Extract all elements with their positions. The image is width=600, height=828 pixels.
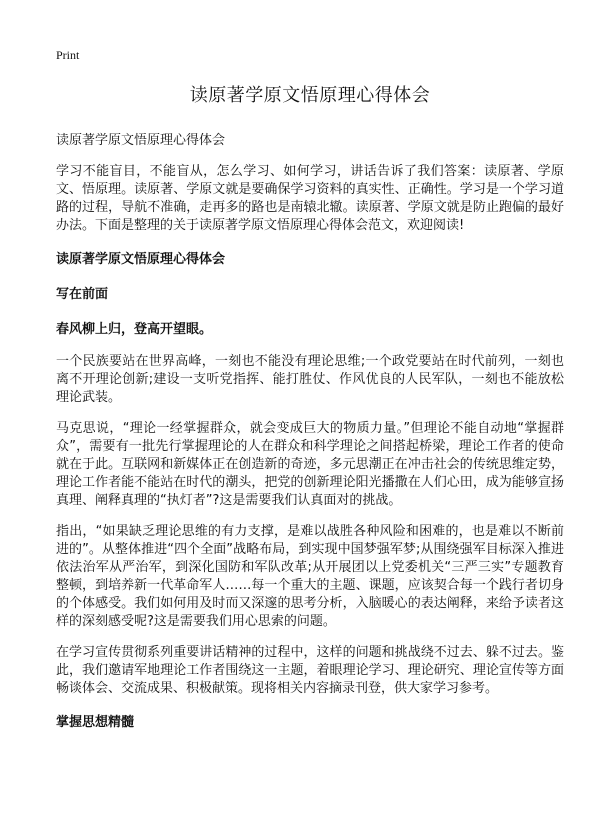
section-title: 读原著学原文悟原理心得体会 [56, 252, 226, 267]
body-paragraph: 指出，“如果缺乏理论思维的有力支撑，是难以战胜各种风险和困难的，也是难以不断前进的”。从整体推进“四个全面”战略布局，到实现中国梦强军梦;从围绕强军目标深入推进依法治军从严治军，到深化国防和军队改革;从开展团以上党委机关“三严三实”专题教育整顿，到培养新一代革命军人……每一个重大的主题、课题，应该契合每一个践行者切身的个体感受。我们如何用及时而又深邃的思考分析，入脑暖心的表达阐释，来给予读者这样的深刻感受呢?这是需要我们用心思索的问题。 [56, 524, 564, 629]
heading-spring-wind: 春风柳上归，登高开望眼。 [56, 322, 213, 337]
body-paragraph: 在学习宣传贯彻系列重要讲话精神的过程中，这样的问题和挑战绕不过去、躲不过去。鉴此，我们邀请军地理论工作者围绕这一主题，着眼理论学习、理论研究、理论宣传等方面畅谈体会、交流成果、积极献策。现将相关内容摘录刊登，供大家学习参考。 [56, 645, 564, 696]
body-paragraph: 一个民族要站在世界高峰，一刻也不能没有理论思维;一个政党要站在时代前列，一刻也离不开理论创新;建设一支听党指挥、能打胜仗、作风优良的人民军队，一刻也不能放松理论武装。 [56, 354, 564, 405]
body-paragraph: 马克思说，“理论一经掌握群众，就会变成巨大的物质力量。”但理论不能自动地“掌握群众”，需要有一批先行掌握理论的人在群众和科学理论之间搭起桥梁，理论工作者的使命就在于此。互联网和新媒体正在创造新的奇迹，多元思潮正在冲击社会的传统思维定势，理论工作者能不能站在时代的潮头，把党的创新理论阳光播撒在人们心田，成为能够宣扬真理、阐释真理的“执灯者”?这是需要我们认真面对的挑战。 [56, 421, 564, 508]
heading-foreword: 写在前面 [56, 287, 109, 302]
article-subtitle: 读原著学原文悟原理心得体会 [56, 133, 226, 148]
page-title: 读原著学原文悟原理心得体会 [189, 85, 431, 106]
intro-paragraph: 学习不能盲目，不能盲从，怎么学习、如何学习，讲话告诉了我们答案：读原著、学原文、悟原理。读原著、学原文就是要确保学习资料的真实性、正确性。学习是一个学习道路的过程，导航不准确，走再多的路也是南辕北辙。读原著、学原文就是防止跑偏的最好办法。下面是整理的关于读原著学原文悟原理心得体会范文，欢迎阅读! [56, 164, 564, 233]
print-link[interactable]: Print [56, 48, 80, 62]
heading-grasp-essence: 掌握思想精髓 [56, 715, 135, 730]
